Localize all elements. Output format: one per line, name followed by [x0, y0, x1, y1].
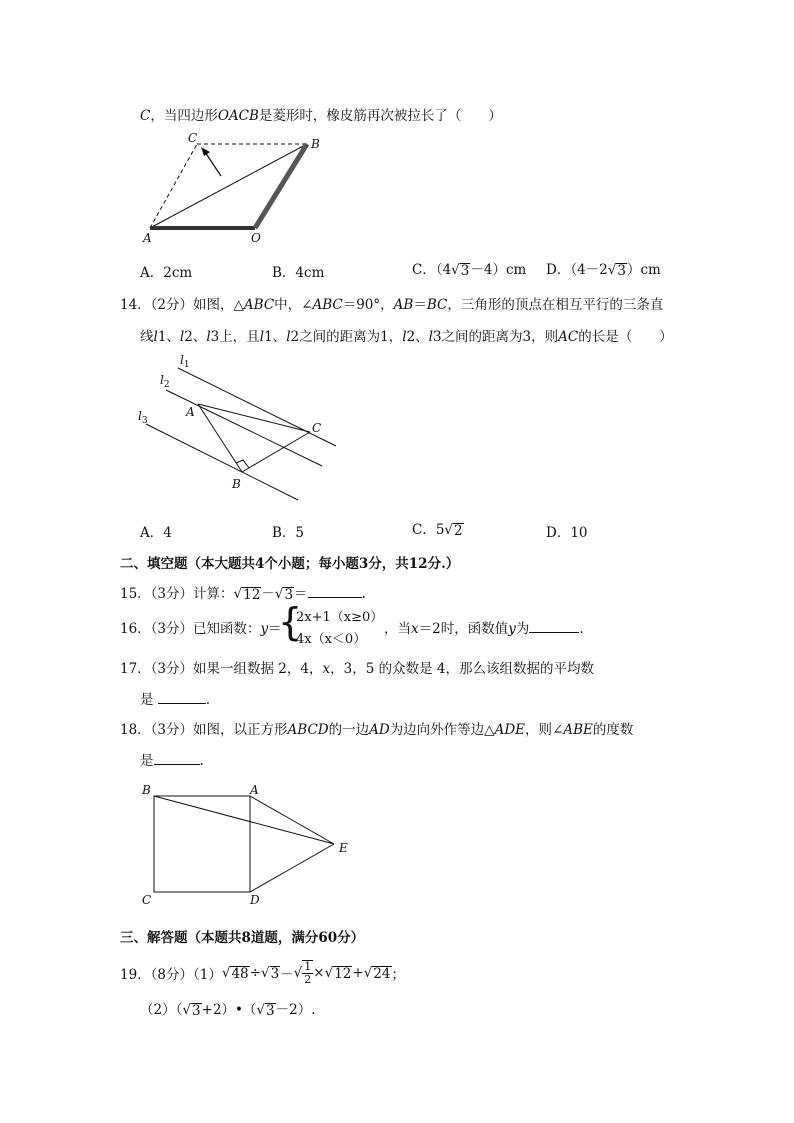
sqrt-symbol: √ 2 — [444, 522, 463, 539]
label-B: B — [142, 783, 151, 797]
label-D: D — [250, 893, 260, 907]
q13-figure — [135, 130, 335, 245]
section3-heading: 三、解答题（本题共8道题，满分60分） — [120, 930, 365, 946]
q15: 15．（3分）计算：√ 12 －√ 3 ＝ . — [120, 586, 366, 603]
q19-part2: （2）（√ 3 +2）•（√ 3 －2）. — [140, 1002, 316, 1019]
label-A: A — [143, 231, 152, 245]
label-l1: $l_1$ — [180, 353, 190, 370]
sqrt-symbol: √ 12 — [324, 965, 352, 982]
q14-option-a[interactable]: A．4 — [140, 525, 172, 541]
section2-heading: 二、填空题（本大题共4个小题；每小题3分，共12分.） — [120, 556, 460, 572]
sqrt-symbol: √ 24 — [363, 965, 391, 982]
q13-option-b[interactable]: B．4cm — [272, 265, 325, 281]
sqrt-symbol: √ 3 — [260, 965, 280, 982]
piecewise-case1: 2x+1（x≥0） — [296, 610, 384, 625]
sqrt-symbol: √ 3 — [274, 586, 294, 603]
label-l2: $l_2$ — [160, 373, 170, 390]
fraction: $\frac{1}{2}$ — [304, 960, 312, 986]
q19-part1: 19．（8分）（1） √ 48 ÷ √ 3 － √ $\frac{1}{2}$ × √ 12 + √ 24 ； — [120, 960, 405, 986]
q18-line2: 是 . — [140, 753, 204, 769]
q17-line2: 是 . — [140, 692, 211, 708]
sqrt-symbol: √ $\frac{1}{2}$ — [293, 960, 312, 986]
q17-line1: 17．（3分）如果一组数据 2，4，x，3，5 的众数是 4，那么该组数据的平均数 — [120, 661, 594, 677]
q13-option-c[interactable]: C．（4√ 3 －4）cm — [412, 262, 527, 279]
label-C: C — [142, 893, 152, 907]
q14-option-c[interactable]: C．5√ 2 — [412, 522, 463, 539]
label-B: B — [311, 137, 320, 151]
label-C: C — [188, 131, 198, 145]
q16-pre: 16．（3分）已知函数：y＝ — [120, 621, 282, 637]
q16-post: ，当x＝2时，函数值y为 . — [384, 621, 584, 637]
label-l3: $l_3$ — [138, 409, 148, 426]
q14-option-d[interactable]: D．10 — [546, 525, 588, 541]
answer-blank[interactable] — [529, 620, 579, 633]
sqrt-symbol: √ 12 — [233, 586, 261, 603]
sqrt-symbol: √ 3 — [607, 262, 626, 279]
q18-line1: 18．（3分）如图，以正方形ABCD的一边AD为边向外作等边△ADE，则∠ABE的度数 — [120, 722, 634, 738]
answer-blank[interactable] — [154, 752, 200, 765]
q14-option-b[interactable]: B．5 — [272, 525, 305, 541]
q14-text-line1: 14．（2分）如图，△ABC中，∠ABC＝90°，AB＝BC，三角形的顶点在相互平行的三条直 — [120, 297, 664, 313]
q13-option-a[interactable]: A．2cm — [140, 265, 193, 281]
q14-figure — [130, 348, 350, 508]
q13-option-d[interactable]: D．（4－2√ 3 ）cm — [546, 262, 661, 279]
q18-figure — [138, 780, 368, 910]
sqrt-symbol: √ 3 — [182, 1002, 201, 1019]
label-A: A — [250, 783, 259, 797]
answer-blank[interactable] — [158, 691, 206, 704]
piecewise-case2: 4x（x＜0） — [296, 632, 367, 647]
sqrt-symbol: √ 48 — [221, 965, 249, 982]
label-A: A — [186, 405, 195, 419]
q14-text-line2: 线l1、l2、l3上，且l1、l2之间的距离为1，l2、l3之间的距离为3，则AC的长是（ ） — [140, 329, 673, 345]
label-E: E — [339, 841, 348, 855]
q13-text: C，当四边形OACB是菱形时，橡皮筋再次被拉长了（ ） — [140, 108, 502, 124]
label-C: C — [312, 421, 322, 435]
answer-blank[interactable] — [308, 585, 362, 598]
sqrt-symbol: √ 3 — [256, 1002, 275, 1019]
sqrt-symbol: √ 3 — [451, 262, 470, 279]
piecewise-brace: { — [278, 600, 303, 644]
label-O: O — [251, 231, 261, 245]
label-B: B — [232, 477, 241, 491]
